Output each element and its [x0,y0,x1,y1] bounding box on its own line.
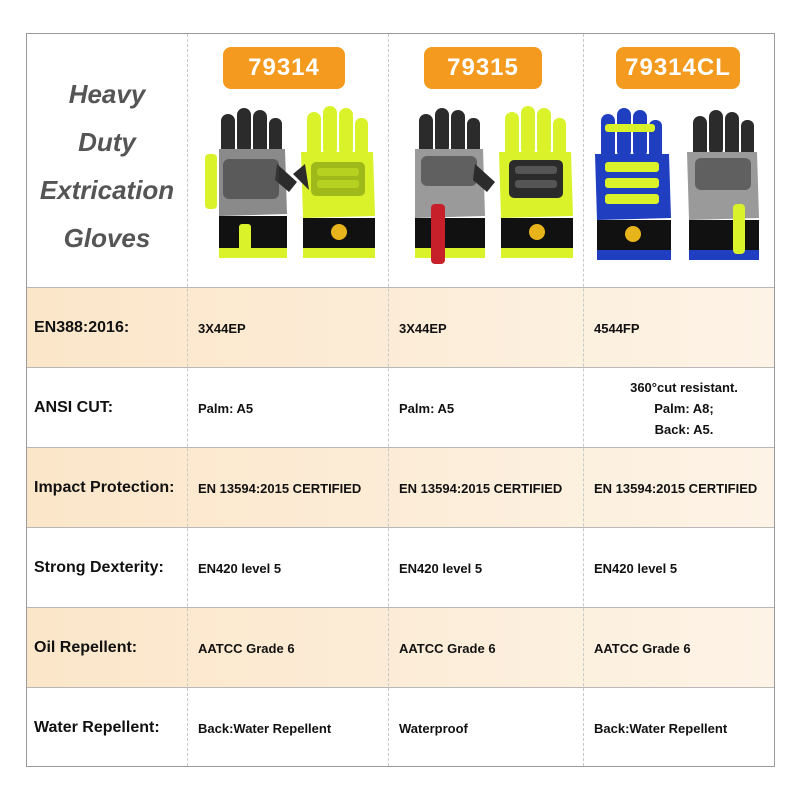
palm-glove [687,110,759,260]
spec-value-line: 360°cut resistant. [630,379,738,395]
title-line: Extrication [39,175,175,205]
spec-value-line: EN 13594:2015 CERTIFIED [594,480,758,496]
spec-value [187,288,388,368]
spec-value-line: EN 13594:2015 CERTIFIED [399,480,563,496]
back-glove [499,106,573,258]
spec-value-line: AATCC Grade 6 [399,640,496,656]
product-title [27,70,187,262]
table-row [27,607,774,687]
spec-value [388,688,583,768]
table-row [27,527,774,607]
glove-pair-image-2 [391,104,581,274]
back-glove [293,106,375,258]
spec-value [583,688,774,768]
spec-value-line: 4544FP [594,320,640,336]
spec-value [388,448,583,528]
spec-value [583,608,774,688]
spec-label: ANSI CUT: [34,399,114,416]
spec-value-line: Waterproof [399,720,468,736]
spec-value [187,608,388,688]
glove-pair-image-1 [193,104,383,274]
title-line: Duty [78,127,136,157]
spec-label: Water Repellent: [34,719,160,736]
model-badge-3: 79314CL [616,47,740,89]
palm-glove [415,108,495,264]
spec-value-line: Palm: A5 [399,400,455,416]
spec-value [583,448,774,528]
spec-value [583,288,774,368]
spec-value [388,368,583,448]
spec-value-line: 3X44EP [399,320,447,336]
spec-value-line: Palm: A8; [654,400,714,416]
title-line: Heavy [68,79,146,109]
spec-value [583,528,774,608]
spec-value-line: Back:Water Repellent [594,720,728,736]
table-header [27,34,774,287]
spec-label: Strong Dexterity: [34,559,164,576]
glove-pair-image-3 [583,104,773,274]
model-badge-2: 79315 [424,47,542,89]
spec-value [187,368,388,448]
model-badge-1: 79314 [223,47,345,89]
spec-value-line: Back: A5. [654,421,714,437]
table-row [27,447,774,527]
spec-value [187,528,388,608]
spec-value [388,608,583,688]
spec-value-line: Back:Water Repellent [198,720,332,736]
spec-label: Oil Repellent: [34,639,138,656]
spec-value-line: 3X44EP [198,320,246,336]
spec-label: Impact Protection: [34,479,175,496]
table-row [27,287,774,367]
spec-value [187,448,388,528]
spec-value-line: AATCC Grade 6 [594,640,691,656]
spec-value [388,528,583,608]
spec-value-line: EN420 level 5 [399,560,483,576]
spec-value-line: EN420 level 5 [198,560,282,576]
spec-value-line: Palm: A5 [198,400,254,416]
comparison-table [26,33,775,767]
table-row [27,687,774,767]
title-line: Gloves [63,223,151,253]
spec-value-line: EN 13594:2015 CERTIFIED [198,480,362,496]
spec-value-line: AATCC Grade 6 [198,640,295,656]
column-divider [388,34,389,766]
spec-value [583,368,774,448]
column-divider [187,34,188,766]
column-divider [583,34,584,766]
back-glove [595,108,671,260]
table-row [27,367,774,447]
spec-value-line: EN420 level 5 [594,560,678,576]
spec-value [187,688,388,768]
palm-glove [205,108,297,258]
spec-label: EN388:2016: [34,319,130,336]
spec-value [388,288,583,368]
